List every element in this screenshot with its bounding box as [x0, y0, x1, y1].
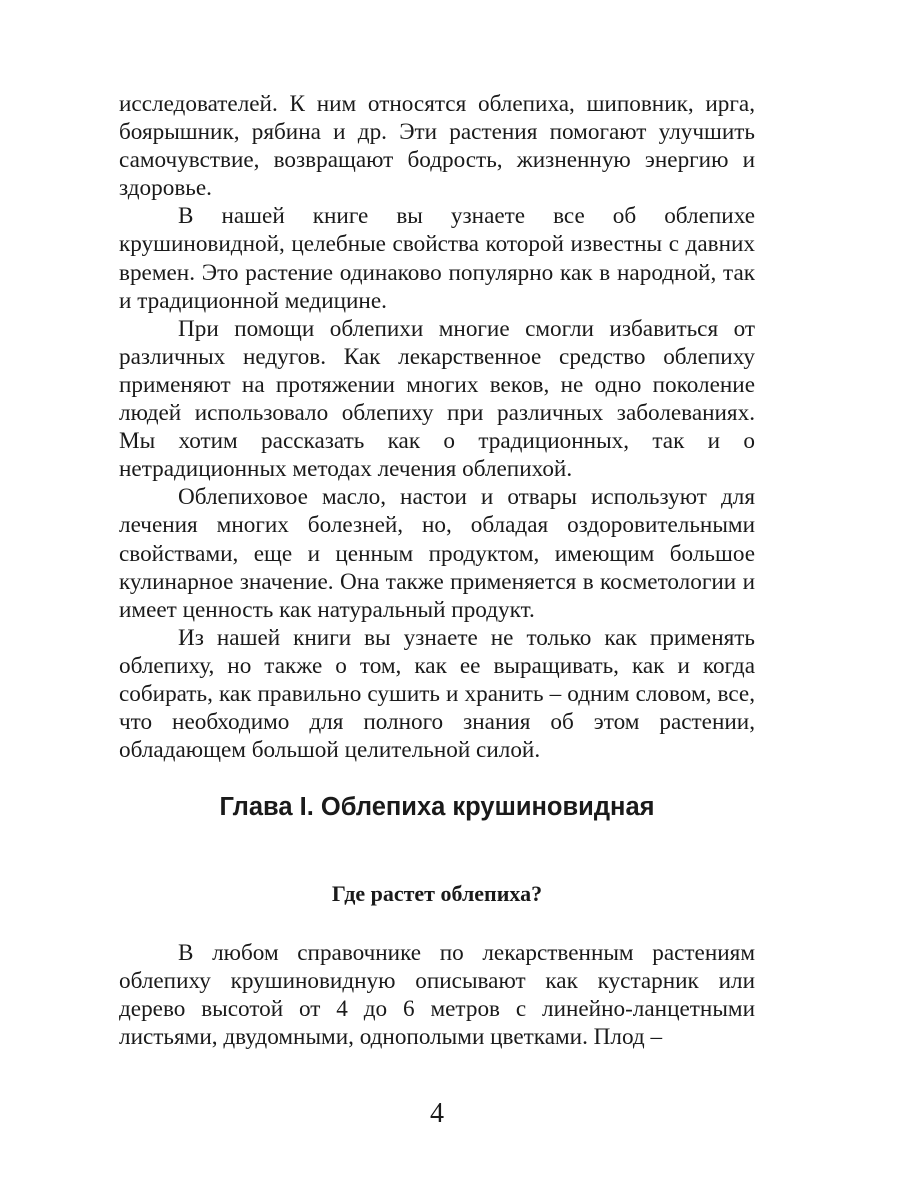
- page-number: 4: [430, 1098, 444, 1129]
- paragraph-plant-description: В любом справочнике по лекарственным растениям облепиху крушиновидную описывают как кустарник или дерево высотой от 4 до 6 метров с линейно-ланцетными листьями, двудомными, однополыми цветками. Плод –: [119, 940, 755, 1051]
- paragraph-oil-and-cosmetics: Облепиховое масло, настои и отвары используют для лечения многих болезней, но, обладая оздоровительными свойствами, еще и ценным продуктом, имеющим большое кулинарное значение. Она также применяется в косметологии и имеет ценность как натуральный продукт.: [119, 484, 755, 623]
- paragraph-healing-uses: При помощи облепихи многие смогли избавиться от различных недугов. Как лекарственное средство облепиху применяют на протяжении многих веков, не одно поколение людей использовало облепиху при различных заболеваниях. Мы хотим рассказать как о традиционных, так и о нетрадиционных методах лечения облепихой.: [119, 315, 755, 483]
- section-text-block: [119, 939, 755, 1051]
- paragraph-growing-and-storage: Из нашей книги вы узнаете не только как применять облепиху, но также о том, как ее выращивать, как и когда собирать, как правильно сушить и хранить – одним словом, все, что необходимо для полного знания об этом растении, обладающем большой целительной силой.: [119, 624, 755, 764]
- paragraph-continuation: исследователей. К ним относятся облепиха, шиповник, ирга, боярышник, рябина и др. Эти растения помогают улучшить самочувствие, возвращают бодрость, жизненную энергию и здоровье.: [119, 91, 755, 202]
- section-heading: Где растет облепиха?: [331, 881, 543, 906]
- intro-text-block: [119, 90, 755, 764]
- chapter-heading: Глава I. Облепиха крушиновидная: [219, 793, 655, 821]
- paragraph-about-book: В нашей книге вы узнаете все об облепихе крушиновидной, целебные свойства которой известны с давних времен. Это растение одинаково популярно как в народной, так и традиционной медицине.: [119, 203, 755, 314]
